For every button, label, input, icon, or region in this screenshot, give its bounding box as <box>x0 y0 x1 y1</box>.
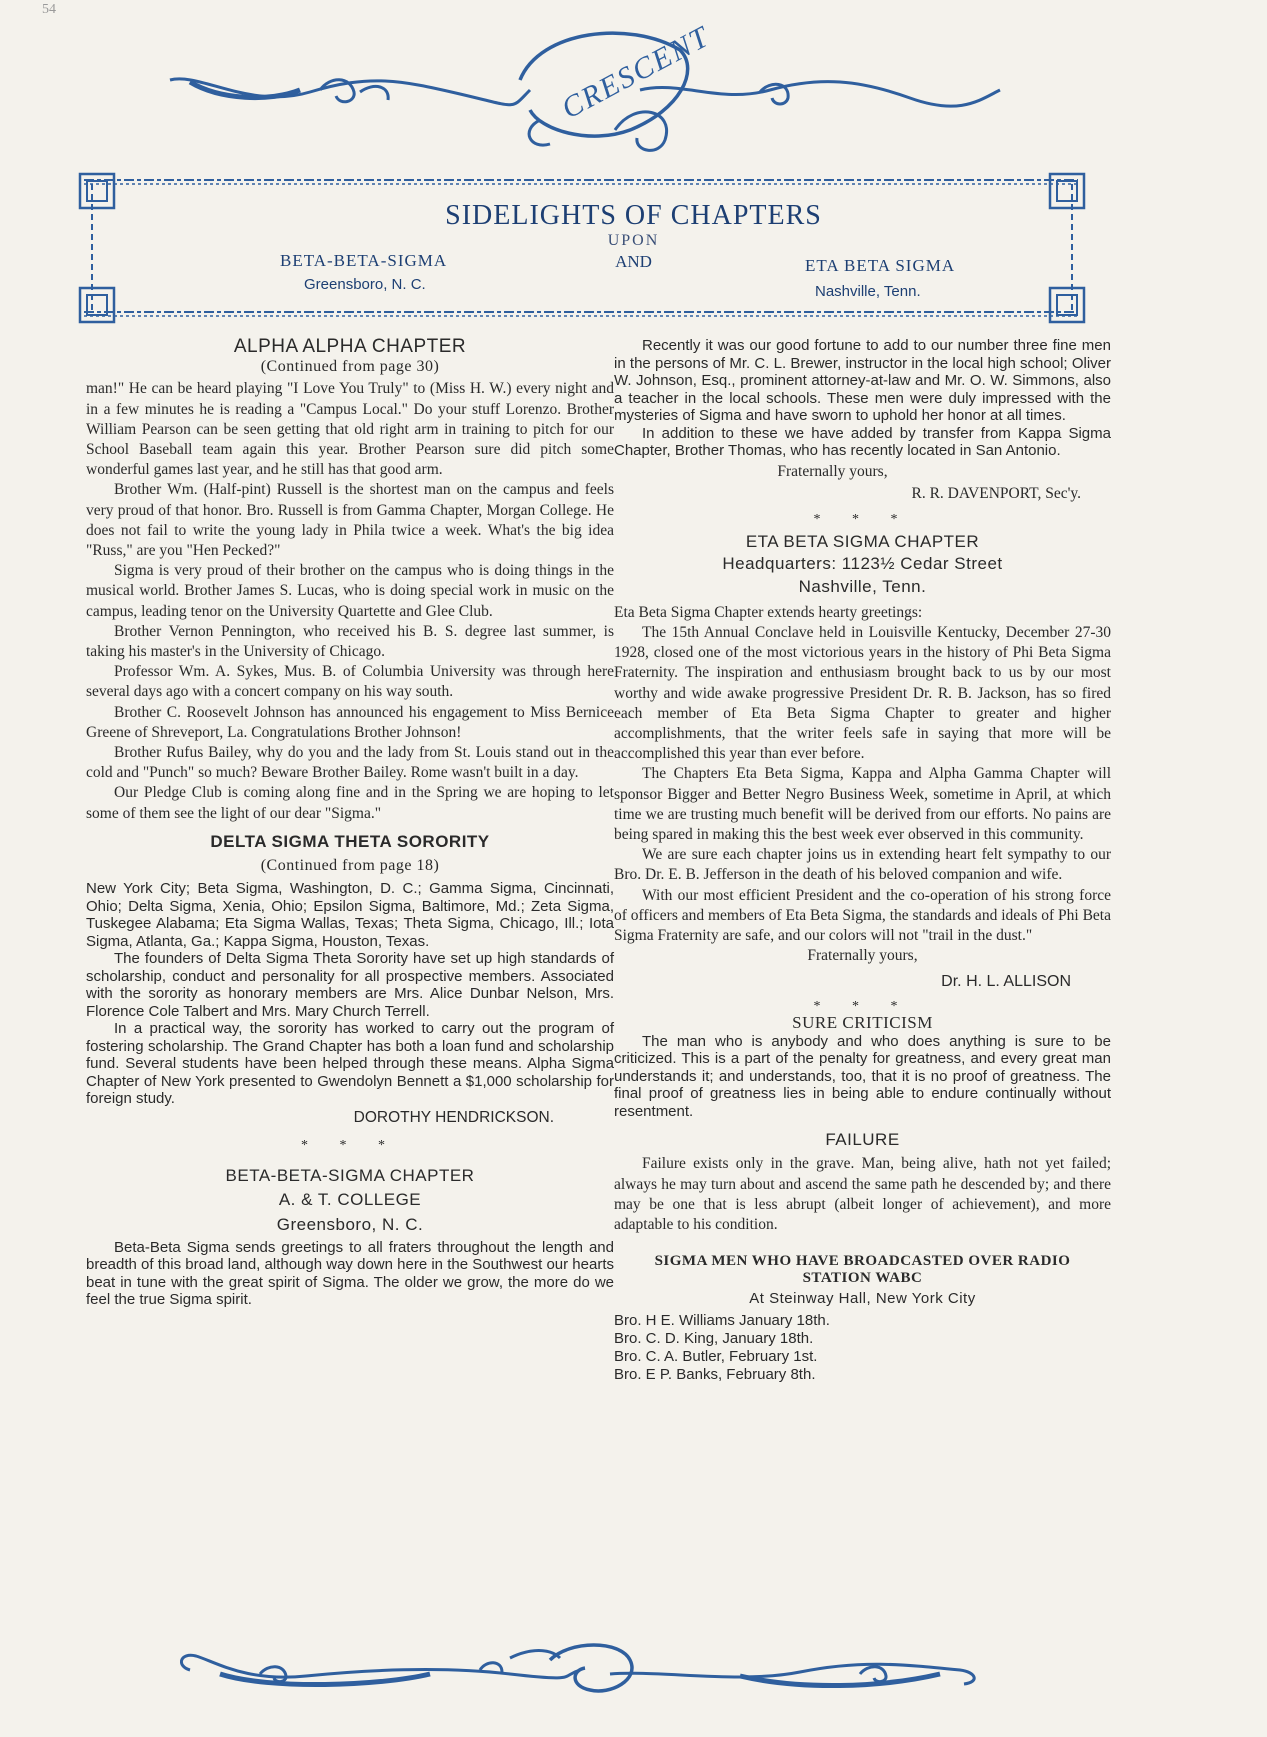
beta-paragraph: Beta-Beta Sigma sends greetings to all fraters throughout the length and breadth of this broad land, although way down here in the Southwest our hearts beat in tune with the great spirit of Sigma. The older we grow, the more do we feel the true Sigma spirit. <box>86 1238 614 1309</box>
radio-list-item: Bro. C. A. Butler, February 1st. <box>614 1347 818 1365</box>
masthead-title: CRESCENT <box>556 20 716 126</box>
beta-sub2: Greensboro, N. C. <box>276 1214 424 1234</box>
eta-heading: ETA BETA SIGMA CHAPTER <box>745 532 980 552</box>
left-column <box>86 337 614 1309</box>
alpha-paragraph: Sigma is very proud of their brother on the campus who is doing things in the musical world. Brother James S. Lucas, who is doing special work in music on the campus, leading tenor on the University Quartette and Glee Club. <box>86 562 614 620</box>
intro-paragraph: Recently it was our good fortune to add to our number three fine men in the persons of Mr. C. L. Brewer, instructor in the local high school; Oliver W. Johnson, Esq., prominent attorney-at-law and Mr. O. W. Simmons, also a teacher in the local schools. These men were duly impressed with the mysteries of Sigma and have sworn to uphold her honor at all times. <box>614 337 1111 424</box>
alpha-paragraph: Our Pledge Club is coming along fine and in the Spring we are hoping to let some of them see the light of our dear "Sigma." <box>86 784 614 822</box>
delta-continued: (Continued from page 18) <box>260 857 440 875</box>
radio-heading: SIGMA MEN WHO HAVE BROADCASTED OVER RADIO STATION WABC <box>654 1253 1071 1287</box>
radio-sub: At Steinway Hall, New York City <box>749 1290 976 1308</box>
delta-heading: DELTA SIGMA THETA SORORITY <box>210 831 490 851</box>
radio-list-item: Bro. H E. Williams January 18th. <box>614 1311 830 1329</box>
beta-heading: BETA-BETA-SIGMA CHAPTER <box>225 1166 475 1186</box>
eta-signature: Dr. H. L. ALLISON <box>941 973 1071 991</box>
delta-paragraph: In a practical way, the sorority has worked to carry out the program of fostering scholarship. The Grand Chapter has both a loan fund and scholarship fund. Several students have been helped through these means. Alpha Sigma Chapter of New York presented to Gwendolyn Bennett a $1,000 scholarship for foreign study. <box>86 1020 614 1108</box>
eta-sub1: Headquarters: 1123½ Cedar Street <box>722 554 1003 574</box>
alpha-continued: (Continued from page 30) <box>260 358 440 376</box>
separator-stars: * * * <box>813 511 912 527</box>
failure-paragraph: Failure exists only in the grave. Man, being alive, hath not yet failed; always he may turn about and ascend the same path he descended by; and there may be one that is less abrupt (albeit longer of achievement), and more adaptable to his condition. <box>614 1155 1111 1234</box>
delta-paragraph: The founders of Delta Sigma Theta Sorority have set up high standards of scholarship, conduct and personality for all prospective members. Associated with the sorority as honorary members are Mrs. Alice Dunbar Nelson, Mrs. Florence Cole Talbert and Mrs. Mary Church Terrell. <box>86 950 614 1020</box>
eta-paragraph: Eta Beta Sigma Chapter extends hearty greetings: <box>614 603 923 621</box>
banner-right-city: Nashville, Tenn. <box>815 283 921 300</box>
eta-paragraph: The 15th Annual Conclave held in Louisville Kentucky, December 27-30 1928, closed one of the most victorious years in the history of Phi Beta Sigma Fraternity. The inspiration and enthusiasm brought back to us by our most worthy and wide awake progressive President Dr. R. B. Jackson, has so fired each member of Eta Beta Sigma Chapter to greater and higher accomplishments, that the writer feels safe in saying that more will be accomplished this year than ever before. <box>614 623 1111 763</box>
banner-and: AND <box>615 252 652 271</box>
banner-upon: UPON <box>607 232 660 249</box>
masthead-ornament <box>160 20 1020 160</box>
signature-1: R. R. DAVENPORT, Sec'y. <box>911 484 1081 502</box>
delta-paragraph: New York City; Beta Sigma, Washington, D. C.; Gamma Sigma, Cincinnati, Ohio; Delta Sigma, Xenia, Ohio; Epsilon Sigma, Baltimore, Md.; Zeta Sigma, Tuskegee Alabama; Eta Sigma Wallas, Texas; Theta Sigma, Chicago, Ill.; Iota Sigma, Atlanta, Ga.; Kappa Sigma, Houston, Texas. <box>86 880 614 950</box>
intro-paragraph: In addition to these we have added by transfer from Kappa Sigma Chapter, Brother Thomas, who has recently located in San Antonio. <box>614 424 1111 459</box>
alpha-heading: ALPHA ALPHA CHAPTER <box>233 336 467 357</box>
separator-stars: * * * <box>301 1137 399 1153</box>
criticism-paragraph: The man who is anybody and who does anything is sure to be criticized. This is a part of the penalty for greatness, and every great man understands it; and understands, too, that it is no proof of greatness. The final proof of greatness lies in being able to endure continually without resentment. <box>614 1032 1111 1120</box>
eta-paragraph: We are sure each chapter joins us in extending heart felt sympathy to our Bro. Dr. E. B. Jefferson in the death of his beloved companion and wife. <box>614 846 1111 884</box>
banner-title: SIDELIGHTS OF CHAPTERS <box>445 200 822 231</box>
alpha-paragraph: Brother Vernon Pennington, who received his B. S. degree last summer, is taking his master's in the University of Chicago. <box>86 622 614 661</box>
criticism-heading: SURE CRITICISM <box>792 1012 933 1032</box>
closing-1: Fraternally yours, <box>777 462 888 480</box>
alpha-paragraph: man!" He can be heard playing "I Love You Truly" to (Miss H. W.) every night and in a few minutes he is reading a "Campus Local." Do your stuff Lorenzo. Brother William Pearson can be seen getting that old right arm in training to pitch for our School Baseball team again this year. Brother Pearson sure did pitch some wonderful games last year, and he still has that good arm. <box>86 380 614 479</box>
eta-sub2: Nashville, Tenn. <box>798 576 927 596</box>
alpha-paragraph: Brother Rufus Bailey, why do you and the lady from St. Louis stand out in the cold and "Punch" so much? Beware Brother Bailey. Rome wasn't built in a day. <box>86 744 614 782</box>
radio-list-item: Bro. E P. Banks, February 8th. <box>614 1365 816 1383</box>
separator-stars: * * * <box>813 998 912 1014</box>
banner-left-chapter: BETA-BETA-SIGMA <box>280 251 448 270</box>
eta-closing: Fraternally yours, <box>807 947 918 965</box>
page-number: 54 <box>42 2 56 17</box>
eta-paragraph: With our most efficient President and the co-operation of his strong force of officers and members of Eta Beta Sigma, the standards and ideals of Phi Beta Sigma Fraternity are safe, and our colors will not "trail in the dust." <box>614 886 1111 944</box>
delta-signature: DOROTHY HENDRICKSON. <box>353 1108 554 1126</box>
right-column <box>614 337 1111 1384</box>
alpha-paragraph: Brother Wm. (Half-pint) Russell is the shortest man on the campus and feels very proud of that honor. Bro. Russell is from Gamma Chapter, Morgan College. He does not fail to write the young lady in Phila twice a week. What's the big idea "Russ," are you "Hen Pecked?" <box>86 481 614 560</box>
alpha-paragraph: Professor Wm. A. Sykes, Mus. B. of Columbia University was through here several days ago with a concert company on his way south. <box>86 663 614 701</box>
radio-list-item: Bro. C. D. King, January 18th. <box>614 1329 814 1347</box>
beta-sub1: A. & T. COLLEGE <box>278 1190 422 1210</box>
banner-left-city: Greensboro, N. C. <box>304 276 426 293</box>
banner-right-chapter: ETA BETA SIGMA <box>805 256 956 275</box>
eta-paragraph: The Chapters Eta Beta Sigma, Kappa and Alpha Gamma Chapter will sponsor Bigger and Better Negro Business Week, sometime in April, at which time we are trusting much benefit will be derived from our efforts. No pains are being spared in making this the best week ever observed in this community. <box>614 765 1111 843</box>
alpha-paragraph: Brother C. Roosevelt Johnson has announced his engagement to Miss Bernice Greene of Shreveport, La. Congratulations Brother Johnson! <box>86 703 614 741</box>
footer-ornament <box>180 1640 1000 1710</box>
failure-heading: FAILURE <box>825 1130 900 1150</box>
